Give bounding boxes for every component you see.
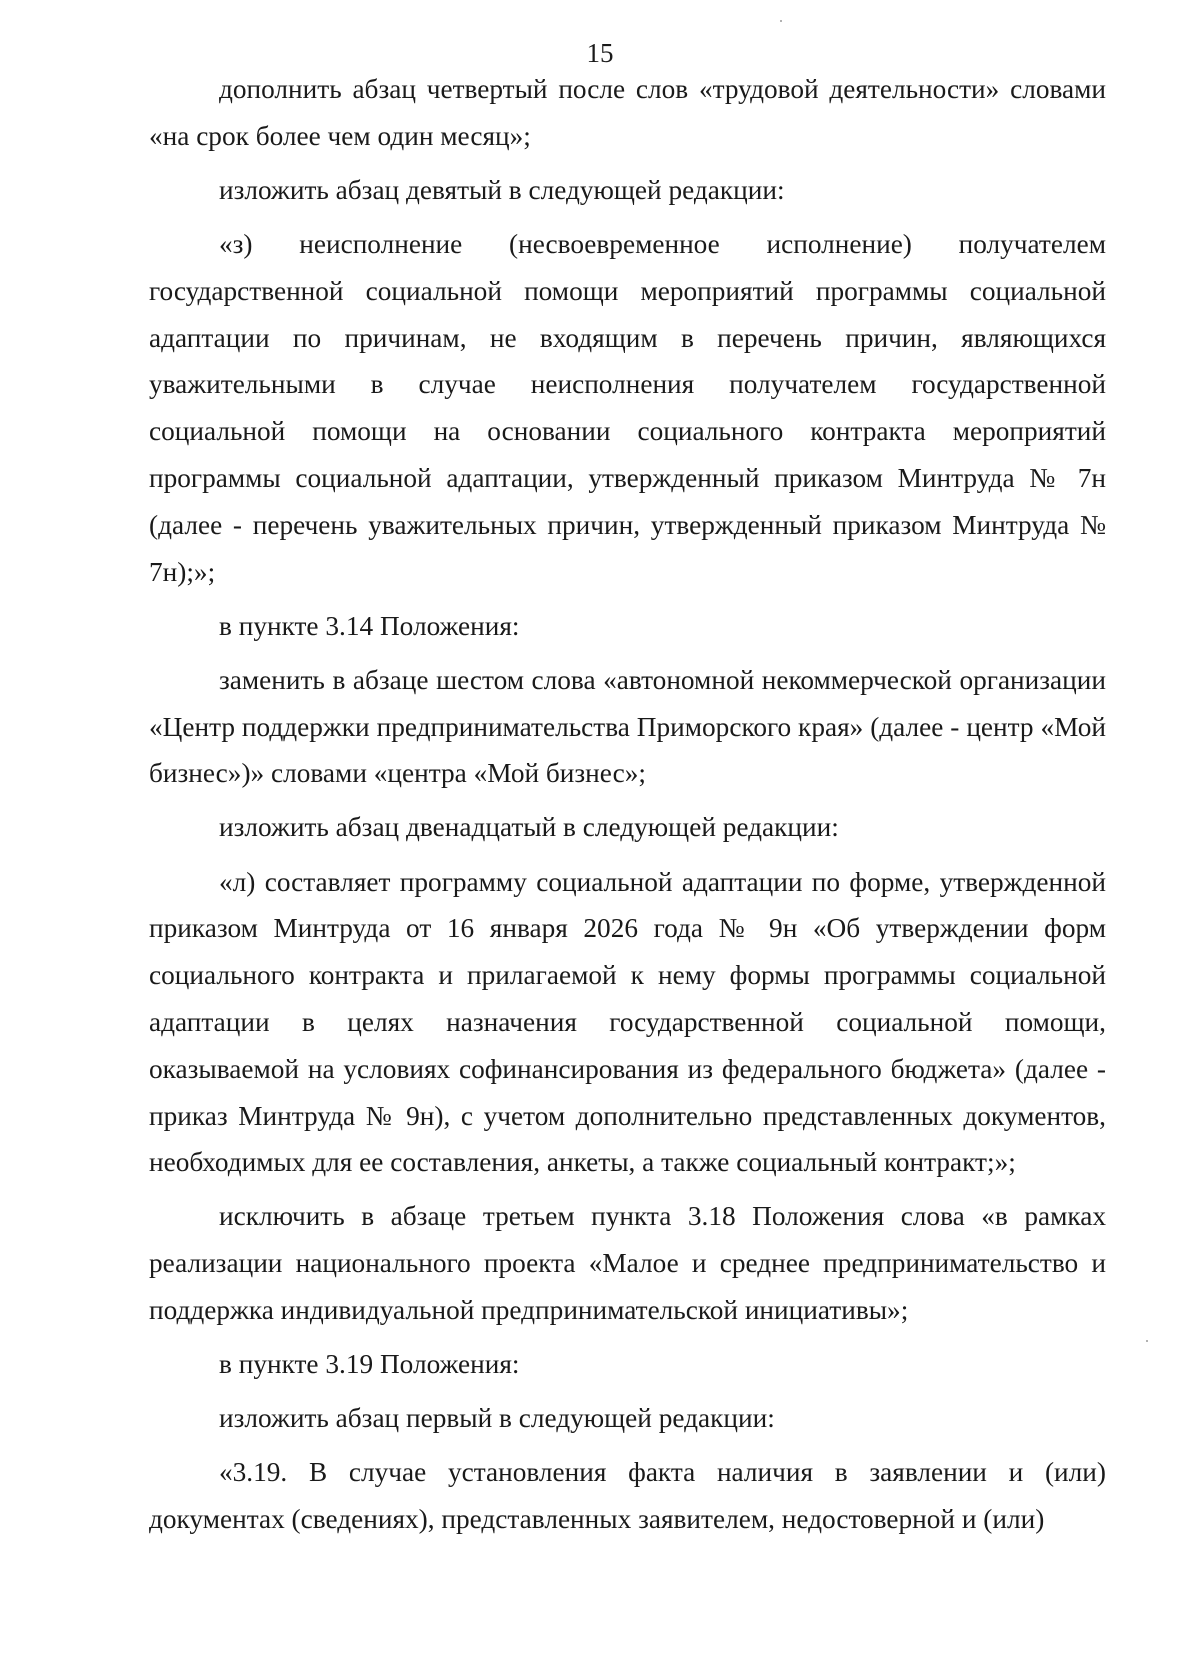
paragraph-9: в пункте 3.19 Положения: [219,1349,520,1380]
scan-speck-right [1146,1340,1148,1342]
paragraph-7: «л) составляет программу социальной адаптации по форме, утвержденной приказом Минтруда от 16 января 2026 года № 9н «Об утверждении форм социального контракта и прилагаемой к нему формы программы социальной адаптации в целях назначения государственной социальной помощи, оказываемой на условиях софинансирования из федерального бюджета» (далее - приказ Минтруда № 9н), с учетом дополнительно представленных документов, необходимых для ее составления, анкеты, а также социальный контракт;»; [149,866,1106,1178]
document-body [149,66,1106,1550]
scan-speck-top [780,20,782,22]
paragraph-10: изложить абзац первый в следующей редакции: [219,1403,775,1434]
paragraph-11: «3.19. В случае установления факта наличия в заявлении и (или) документах (сведениях), представленных заявителем, недостоверной и (или) [149,1457,1106,1535]
paragraph-4: в пункте 3.14 Положения: [219,610,520,641]
paragraph-8: исключить в абзаце третьем пункта 3.18 Положения слова «в рамках реализации национального проекта «Малое и среднее предпринимательство и поддержка индивидуальной предпринимательской инициативы»; [149,1201,1106,1325]
paragraph-6: изложить абзац двенадцатый в следующей редакции: [219,812,839,843]
paragraph-2: изложить абзац девятый в следующей редакции: [219,174,785,205]
page-number: 15 [586,38,614,68]
paragraph-5: заменить в абзаце шестом слова «автономной некоммерческой организации «Центр поддержки предпринимательства Приморского края» (далее - центр «Мой бизнес»)» словами «центра «Мой бизнес»; [149,664,1106,789]
paragraph-1: дополнить абзац четвертый после слов «трудовой деятельности» словами «на срок более чем один месяц»; [149,74,1106,151]
paragraph-3: «з) неисполнение (несвоевременное исполнение) получателем государственной социальной помощи мероприятий программы социальной адаптации по причинам, не входящим в перечень причин, являющихся уважительными в случае неисполнения получателем государственной социальной помощи на основании социального контракта мероприятий программы социальной адаптации, утвержденный приказом Минтруда № 7н (далее - перечень уважительных причин, утвержденный приказом Минтруда № 7н);»; [149,228,1106,587]
